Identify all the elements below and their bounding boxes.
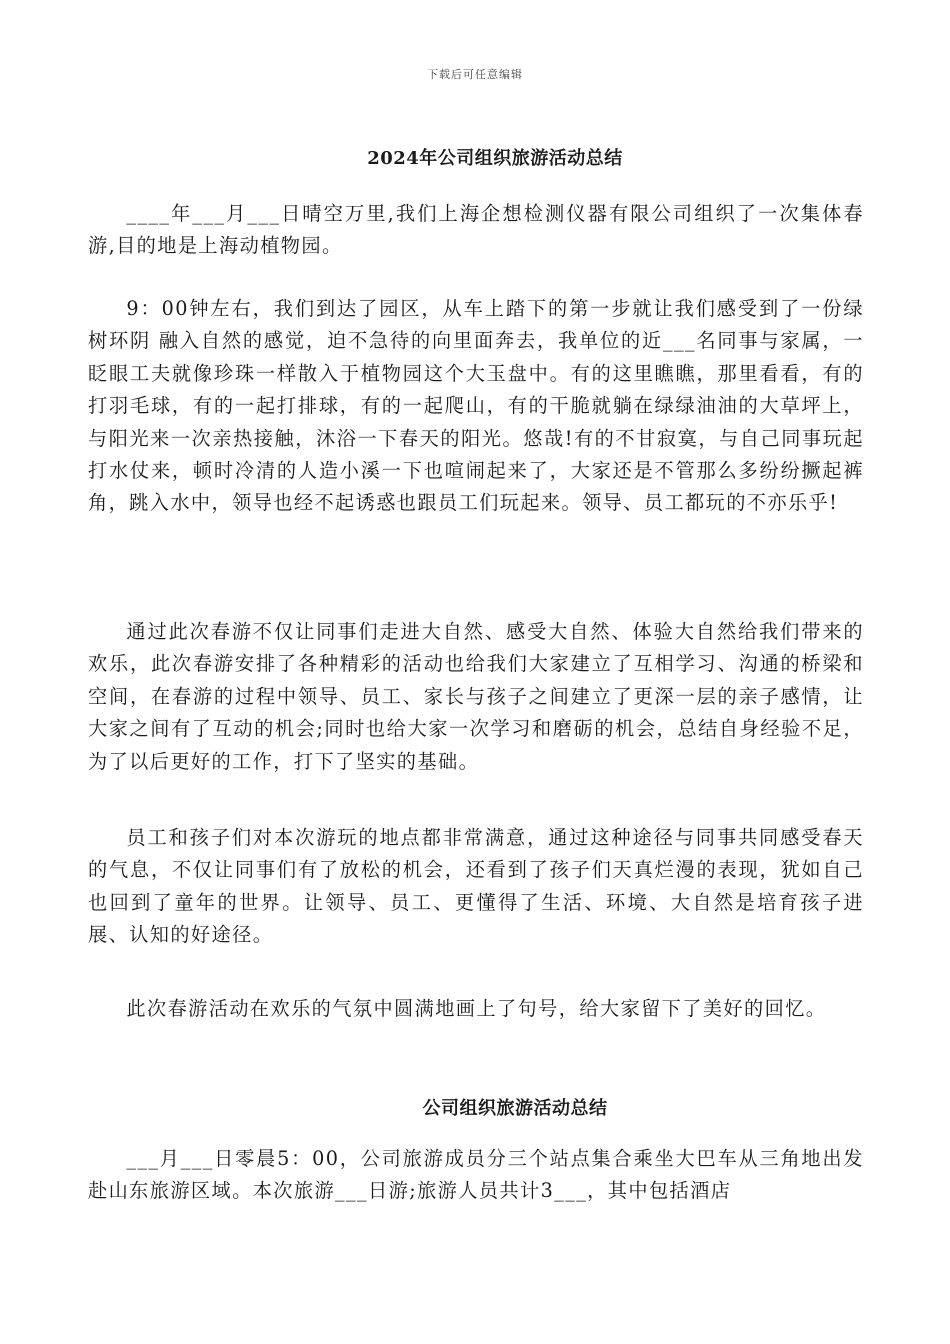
- paragraph: 员工和孩子们对本次游玩的地点都非常满意，通过这种途径与同事共同感受春天的气息，不仅让同事们有了放松的机会，还看到了孩子们天真烂漫的表现，犹如自己也回到了童年的世界。让领导、员工、更懂得了生活、环境、大自然是培育孩子进展、认知的好途径。: [88, 826, 864, 947]
- paragraph: 9：00钟左右，我们到达了园区，从车上踏下的第一步就让我们感受到了一份绿树环阴 融入自然的感觉，迫不急待的向里面奔去，我单位的近___名同事与家属，一眨眼工夫就像珍珠一样散入于植物园这个大玉盘中。有的这里瞧瞧，那里看看，有的打羽毛球，有的一起打排球，有的一起爬山，有的干脆就躺在绿绿油油的大草坪上，与阳光来一次亲热接触，沐浴一下春天的阳光。悠哉!有的不甘寂寞，与自己同事玩起打水仗来，顿时冷清的人造小溪一下也喧闹起来了，大家还是不管那么多纷纷撅起裤角，跳入水中，领导也经不起诱惑也跟员工们玩起来。领导、员工都玩的不亦乐乎!: [88, 297, 864, 515]
- paragraph: ____年___月___日晴空万里,我们上海企想检测仪器有限公司组织了一次集体春游,目的地是上海动植物园。: [88, 202, 864, 258]
- paragraph: 此次春游活动在欢乐的气氛中圆满地画上了句号，给大家留下了美好的回忆。: [126, 997, 827, 1020]
- page-header-note: 下载后可任意编辑: [427, 68, 523, 81]
- paragraph: 通过此次春游不仅让同事们走进大自然、感受大自然、体验大自然给我们带来的欢乐，此次春游安排了各种精彩的活动也给我们大家建立了互相学习、沟通的桥梁和空间，在春游的过程中领导、员工、家长与孩子之间建立了更深一层的亲子感情，让大家之间有了互动的机会;同时也给大家一次学习和磨砺的机会，总结自身经验不足，为了以后更好的工作，打下了坚实的基础。: [88, 620, 864, 773]
- section-title: 公司组织旅游活动总结: [422, 1098, 608, 1119]
- paragraph: ___月___日零晨5：00，公司旅游成员分三个站点集合乘坐大巴车从三角地出发赴山东旅游区域。本次旅游___日游;旅游人员共计3___，其中包括酒店: [88, 1147, 864, 1203]
- document-title: 2024年公司组织旅游活动总结: [367, 148, 623, 169]
